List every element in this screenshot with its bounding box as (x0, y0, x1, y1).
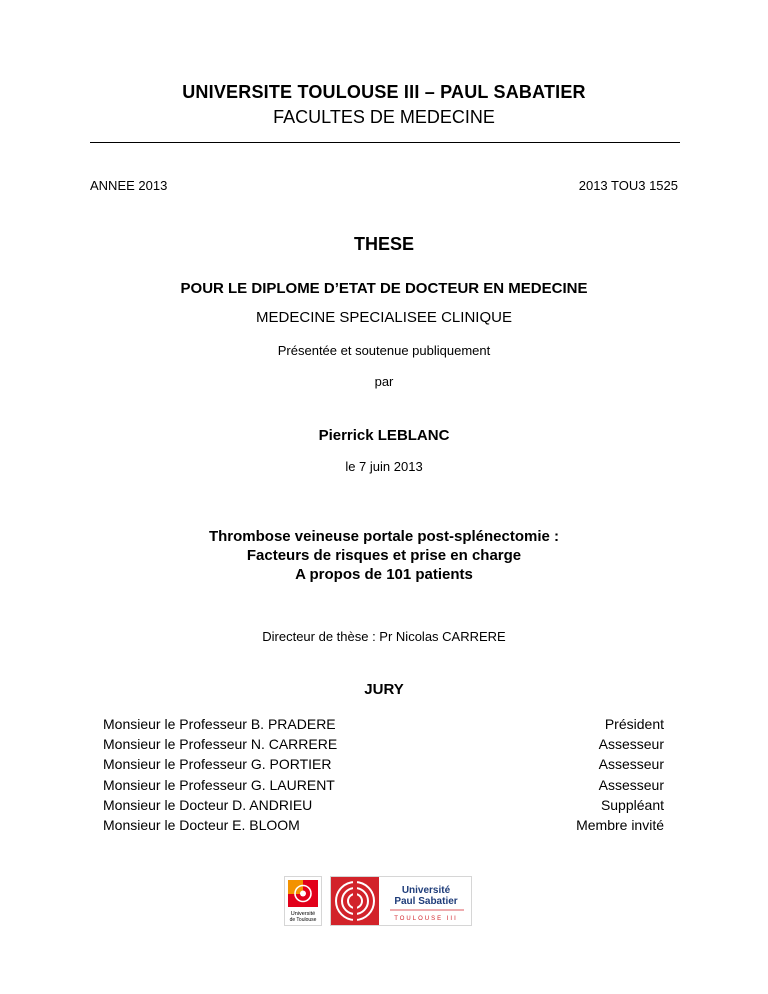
jury-row (103, 815, 664, 835)
universite-paul-sabatier-logo (330, 876, 472, 926)
jury-member-role: Assesseur (598, 776, 664, 793)
thesis-title (0, 527, 768, 584)
ups-logo-line3: TOULOUSE III (394, 916, 458, 922)
diploma-line: POUR LE DIPLOME D’ETAT DE DOCTEUR EN MEDECINE (180, 280, 588, 297)
year-label: ANNEE 2013 (90, 178, 168, 193)
thesis-title-line: Facteurs de risques et prise en charge (246, 547, 522, 564)
jury-member-name: Monsieur le Professeur G. LAURENT (103, 776, 335, 793)
ups-logo-line1: Université (401, 885, 451, 896)
jury-row (103, 795, 664, 815)
thesis-title-line: A propos de 101 patients (295, 566, 473, 583)
universite-toulouse-logo (284, 876, 322, 926)
jury-member-role: Assesseur (598, 756, 664, 773)
jury-member-role: Membre invité (576, 816, 664, 833)
university-name: UNIVERSITE TOULOUSE III – PAUL SABATIER (182, 82, 586, 102)
jury-member-name: Monsieur le Professeur G. PORTIER (103, 756, 332, 773)
ups-logo-line2: Paul Sabatier (394, 896, 458, 907)
jury-member-name: Monsieur le Docteur D. ANDRIEU (103, 796, 313, 813)
by-line: par (374, 374, 394, 389)
jury-member-name: Monsieur le Professeur N. CARRERE (103, 736, 338, 753)
toulouse-logo-line2: de Toulouse (289, 917, 317, 923)
specialty-line: MEDECINE SPECIALISEE CLINIQUE (256, 309, 512, 326)
jury-member-name: Monsieur le Professeur B. PRADERE (103, 716, 336, 732)
jury-member-role: Suppléant (600, 796, 664, 813)
jury-list (103, 714, 664, 835)
jury-member-role: Assesseur (598, 736, 664, 753)
toulouse-logo-line1: Université (290, 911, 316, 917)
thesis-title-line: Thrombose veineuse portale post-splénectomie : (208, 528, 560, 545)
reference-number: 2013 TOU3 1525 (578, 178, 678, 193)
jury-row (103, 754, 664, 774)
author-name: Pierrick LEBLANC (318, 427, 450, 444)
jury-row (103, 734, 664, 754)
defense-date: le 7 juin 2013 (345, 459, 423, 474)
jury-row (103, 775, 664, 795)
jury-row (103, 714, 664, 734)
presented-line: Présentée et soutenue publiquement (277, 343, 491, 358)
thesis-director: Directeur de thèse : Pr Nicolas CARRERE (262, 629, 506, 644)
jury-member-role: Président (604, 716, 664, 732)
jury-heading: JURY (364, 681, 404, 698)
header-divider (90, 142, 680, 143)
thesis-heading: THESE (353, 234, 414, 254)
faculty-name: FACULTES DE MEDECINE (273, 107, 495, 127)
jury-member-name: Monsieur le Docteur E. BLOOM (103, 816, 300, 833)
